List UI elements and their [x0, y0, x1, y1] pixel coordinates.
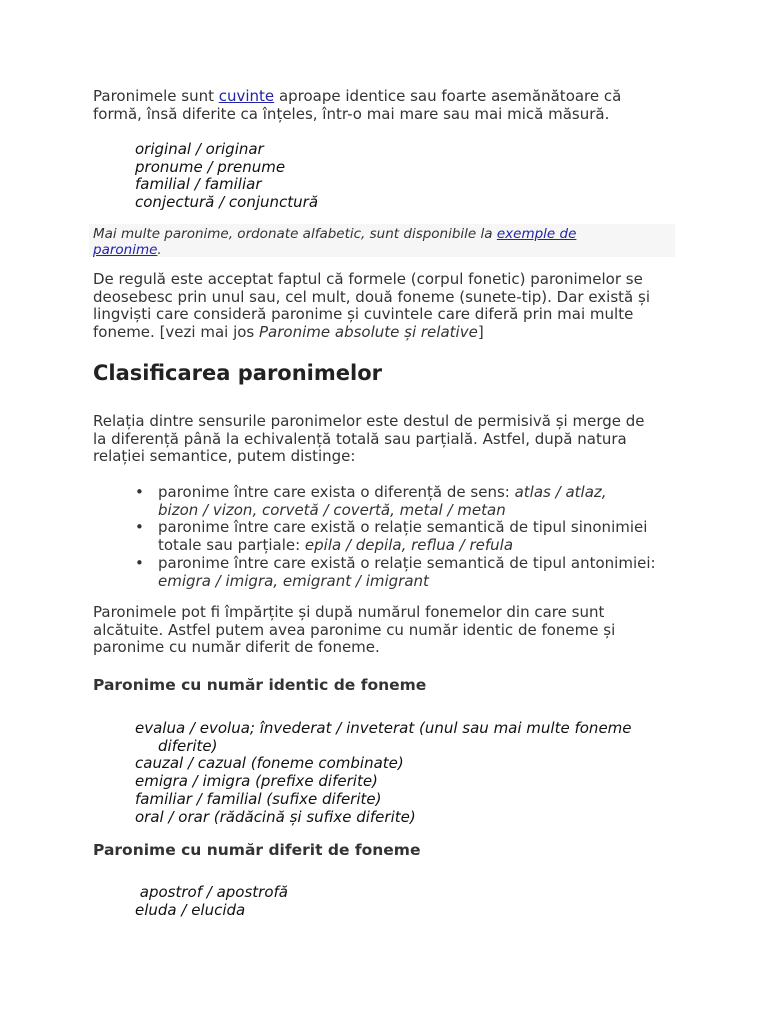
- classification-bullet-list: [135, 484, 680, 590]
- note-line-2: paronime.: [93, 242, 162, 258]
- text-line: deosebesc prin unul sau, cel mult, două foneme (sunete-tip). Dar există și: [93, 287, 650, 306]
- text-line: lingviști care consideră paronime și cuvintele care diferă prin mai multe: [93, 305, 634, 324]
- list-item: • paronime între care există o relație semantică de tipul antonimiei: emigra / imigra, emigrant / imigrant: [135, 555, 680, 590]
- examples-list-2: [135, 720, 632, 826]
- example-item: conjectură / conjunctură: [135, 193, 319, 212]
- example-item: familiar / familial (sufixe diferite): [135, 789, 382, 808]
- list-item: • paronime între care exista o diferență de sens: atlas / atlaz, bizon / vizon, corvetă / covertă, metal / metan: [135, 484, 680, 519]
- example-item: eluda / elucida: [135, 900, 246, 919]
- paragraph-forms: [93, 271, 675, 342]
- section-heading-classification: Clasificarea paronimelor: [93, 361, 382, 385]
- example-item: original / originar: [135, 140, 264, 158]
- cross-reference: Paronime absolute și relative: [259, 323, 478, 342]
- example-item: apostrof / apostrofă: [135, 883, 288, 901]
- subheading-diferit: Paronime cu număr diferit de foneme: [93, 841, 421, 859]
- paragraph-phoneme-count: [93, 604, 675, 657]
- intro-line-2: formă, însă diferite ca înțeles, într-o mai mare sau mai mică măsură.: [93, 104, 610, 123]
- example-item: evalua / evolua; învederat / inveterat (unul sau mai multe foneme: [135, 719, 632, 737]
- example-item: oral / orar (rădăcină și sufixe diferite): [135, 807, 416, 826]
- note-line-1: Mai multe paronime, ordonate alfabetic, sunt disponibile la exemple de: [93, 226, 577, 242]
- text-line: Paronimele pot fi împărțite și după numărul fonemelor din care sunt: [93, 603, 605, 621]
- text-line: De regulă este acceptat faptul că formele (corpul fonetic) paronimelor se: [93, 270, 643, 288]
- note-box: [89, 224, 675, 257]
- cuvinte-link[interactable]: cuvinte: [218, 87, 275, 105]
- paragraph-relation: [93, 413, 675, 466]
- text-line: relației semantice, putem distinge:: [93, 447, 356, 466]
- text-line: foneme. [vezi mai jos Paronime absolute și relative]: [93, 323, 484, 342]
- text-line: la diferență până la echivalență totală sau parțială. Astfel, după natura: [93, 429, 627, 448]
- intro-line-1: Paronimele sunt cuvinte aproape identice sau foarte asemănătoare că: [93, 87, 622, 105]
- text-line: paronime cu număr diferit de foneme.: [93, 638, 380, 657]
- example-item: familial / familiar: [135, 175, 262, 194]
- example-item: emigra / imigra (prefixe diferite): [135, 772, 378, 791]
- list-item: • paronime între care există o relație semantică de tipul sinonimiei totale sau parțiale: epila / depila, reflua / refula: [135, 519, 680, 554]
- exemple-de-paronime-link[interactable]: exemple de: [496, 226, 577, 242]
- text-line: Relația dintre sensurile paronimelor este destul de permisivă și merge de: [93, 412, 645, 430]
- example-item-continuation: diferite): [158, 736, 218, 755]
- exemple-de-paronime-link-cont[interactable]: paronime: [93, 242, 158, 258]
- examples-list-1: [135, 141, 318, 212]
- examples-list-3: [135, 884, 288, 919]
- example-item: pronume / prenume: [135, 157, 286, 176]
- subheading-identic: Paronime cu număr identic de foneme: [93, 676, 427, 694]
- example-item: cauzal / cazual (foneme combinate): [135, 754, 404, 773]
- intro-paragraph: [93, 88, 675, 123]
- text-line: alcătuite. Astfel putem avea paronime cu număr identic de foneme și: [93, 620, 616, 639]
